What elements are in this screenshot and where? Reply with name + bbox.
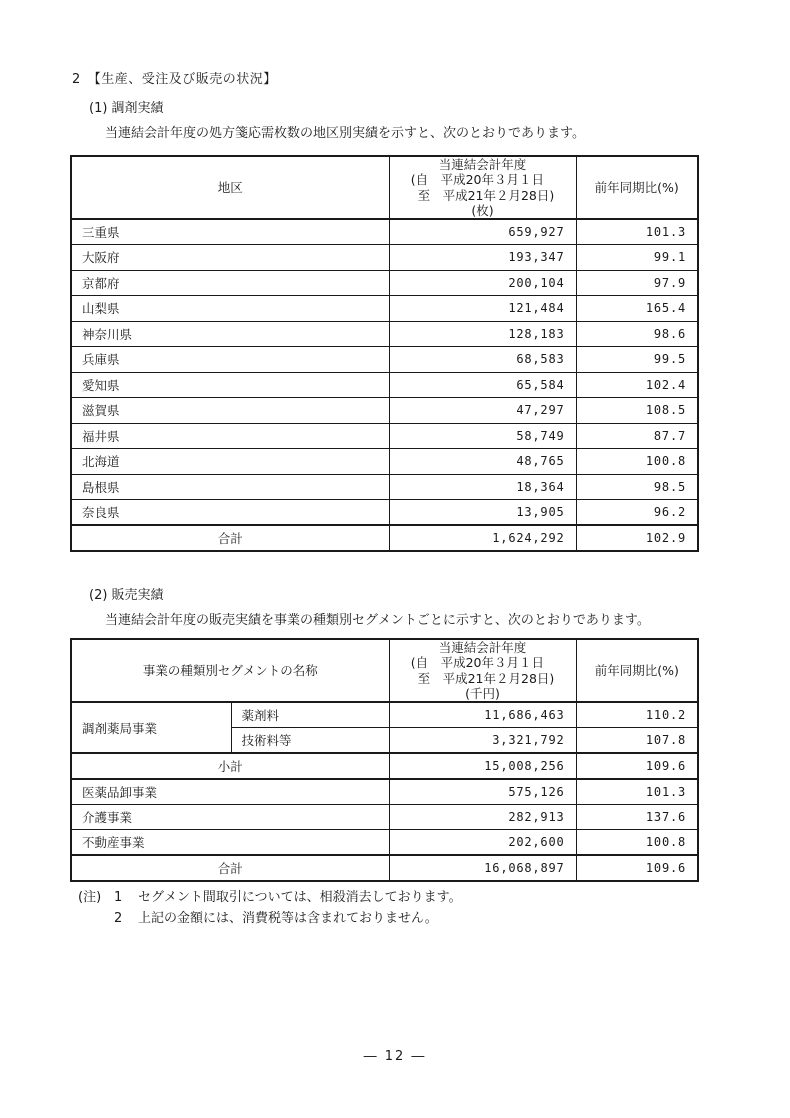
table-row [71, 449, 698, 475]
total-row [71, 525, 698, 551]
note-number: 2 [114, 911, 123, 927]
section1-heading: (1) 調剤実績 [89, 101, 164, 116]
period-column-header [389, 639, 576, 702]
region-cell: 京都府 [71, 270, 389, 296]
table-row [71, 779, 698, 805]
total-yoy-cell: 102.9 [576, 525, 698, 551]
section2-intro-text: 当連結会計年度の販売実績を事業の種類別セグメントごとに示すと、次のとおりであります。 [105, 613, 650, 628]
region-cell: 滋賀県 [71, 398, 389, 424]
region-cell: 神奈川県 [71, 321, 389, 347]
yoy-column-header: 前年同期比(%) [576, 639, 698, 702]
subtotal-row [71, 753, 698, 779]
value-cell: 18,364 [389, 474, 576, 500]
yoy-cell: 98.5 [576, 474, 698, 500]
table-row [71, 500, 698, 526]
period-dates [411, 655, 555, 686]
yoy-cell: 87.7 [576, 423, 698, 449]
segment-cell: 介護事業 [71, 804, 389, 830]
value-cell: 202,600 [389, 830, 576, 856]
header-row [71, 156, 698, 219]
table-row [71, 245, 698, 271]
region-cell: 島根県 [71, 474, 389, 500]
region-cell: 大阪府 [71, 245, 389, 271]
section1-intro-text: 当連結会計年度の処方箋応需枚数の地区別実績を示すと、次のとおりであります。 [105, 126, 585, 141]
total-label-cell: 合計 [71, 525, 389, 551]
yoy-cell: 101.3 [576, 779, 698, 805]
note-number: 1 [114, 890, 123, 905]
note-text: 上記の金額には、消費税等は含まれておりません。 [138, 911, 438, 927]
yoy-cell: 98.6 [576, 321, 698, 347]
value-cell: 65,584 [389, 372, 576, 398]
yoy-cell: 99.1 [576, 245, 698, 271]
yoy-cell: 102.4 [576, 372, 698, 398]
table-row [71, 219, 698, 245]
page-number: ― 12 ― [363, 1049, 427, 1064]
table-row [71, 321, 698, 347]
segment-cell: 不動産事業 [71, 830, 389, 856]
value-cell: 282,913 [389, 804, 576, 830]
subtotal-value-cell: 15,008,256 [389, 753, 576, 779]
table-row [71, 702, 698, 728]
note-text: セグメント間取引については、相殺消去しております。 [138, 890, 462, 905]
section2-heading: (2) 販売実績 [89, 588, 164, 603]
segment-group-cell: 調剤薬局事業 [71, 702, 231, 753]
value-cell: 48,765 [389, 449, 576, 475]
region-cell: 兵庫県 [71, 347, 389, 373]
value-cell: 121,484 [389, 296, 576, 322]
table-row [71, 347, 698, 373]
value-cell: 659,927 [389, 219, 576, 245]
yoy-cell: 110.2 [576, 702, 698, 728]
sales-results-table [70, 638, 699, 882]
period-unit: (枚) [471, 202, 494, 218]
note-prefix-spacer [78, 908, 114, 929]
value-cell: 575,126 [389, 779, 576, 805]
period-unit: (千円) [465, 685, 500, 701]
table-row [71, 270, 698, 296]
region-cell: 三重県 [71, 219, 389, 245]
yoy-cell: 99.5 [576, 347, 698, 373]
value-cell: 200,104 [389, 270, 576, 296]
subtotal-label-cell: 小計 [71, 753, 389, 779]
value-cell: 3,321,792 [389, 728, 576, 754]
yoy-cell: 107.8 [576, 728, 698, 754]
period-column-header [389, 156, 576, 219]
region-cell: 奈良県 [71, 500, 389, 526]
yoy-cell: 137.6 [576, 804, 698, 830]
value-cell: 128,183 [389, 321, 576, 347]
subtotal-yoy-cell: 109.6 [576, 753, 698, 779]
period-line2: (自 平成20年３月１日 [410, 172, 544, 188]
yoy-cell: 100.8 [576, 830, 698, 856]
period-line2: (自 平成20年３月１日 [410, 655, 545, 671]
yoy-cell: 96.2 [576, 500, 698, 526]
segment-sub-cell: 技術料等 [231, 728, 389, 754]
period-line1: 当連結会計年度 [438, 640, 527, 655]
value-cell: 47,297 [389, 398, 576, 424]
note-prefix: (注) [78, 890, 102, 905]
period-line3: 至 平成21年２月28日) [417, 187, 555, 203]
note-line [78, 908, 462, 929]
notes [78, 887, 462, 930]
value-cell: 11,686,463 [389, 702, 576, 728]
value-cell: 68,583 [389, 347, 576, 373]
table-row [71, 372, 698, 398]
region-cell: 福井県 [71, 423, 389, 449]
period-line3: 至 平成21年２月28日) [417, 670, 555, 686]
table-row [71, 423, 698, 449]
header-row [71, 639, 698, 702]
total-value-cell: 1,624,292 [389, 525, 576, 551]
period-line1: 当連結会計年度 [438, 157, 527, 172]
table-row [71, 830, 698, 856]
value-cell: 193,347 [389, 245, 576, 271]
value-cell: 58,749 [389, 423, 576, 449]
yoy-cell: 108.5 [576, 398, 698, 424]
segment-column-header: 事業の種類別セグメントの名称 [71, 639, 389, 702]
yoy-column-header: 前年同期比(%) [576, 156, 698, 219]
yoy-cell: 165.4 [576, 296, 698, 322]
yoy-cell: 101.3 [576, 219, 698, 245]
region-cell: 山梨県 [71, 296, 389, 322]
region-column-header: 地区 [71, 156, 389, 219]
period-dates [411, 172, 555, 203]
table-row [71, 398, 698, 424]
segment-cell: 医薬品卸事業 [71, 779, 389, 805]
yoy-cell: 100.8 [576, 449, 698, 475]
total-value-cell: 16,068,897 [389, 855, 576, 881]
segment-sub-cell: 薬剤料 [231, 702, 389, 728]
table-row [71, 804, 698, 830]
value-cell: 13,905 [389, 500, 576, 526]
table-row [71, 296, 698, 322]
region-cell: 愛知県 [71, 372, 389, 398]
table-row [71, 474, 698, 500]
yoy-cell: 97.9 [576, 270, 698, 296]
total-row [71, 855, 698, 881]
region-cell: 北海道 [71, 449, 389, 475]
note-line [78, 887, 462, 908]
total-label-cell: 合計 [71, 855, 389, 881]
page-title: 2 【生産、受注及び販売の状況】 [72, 72, 277, 87]
total-yoy-cell: 109.6 [576, 855, 698, 881]
prescription-volume-table [70, 155, 699, 552]
